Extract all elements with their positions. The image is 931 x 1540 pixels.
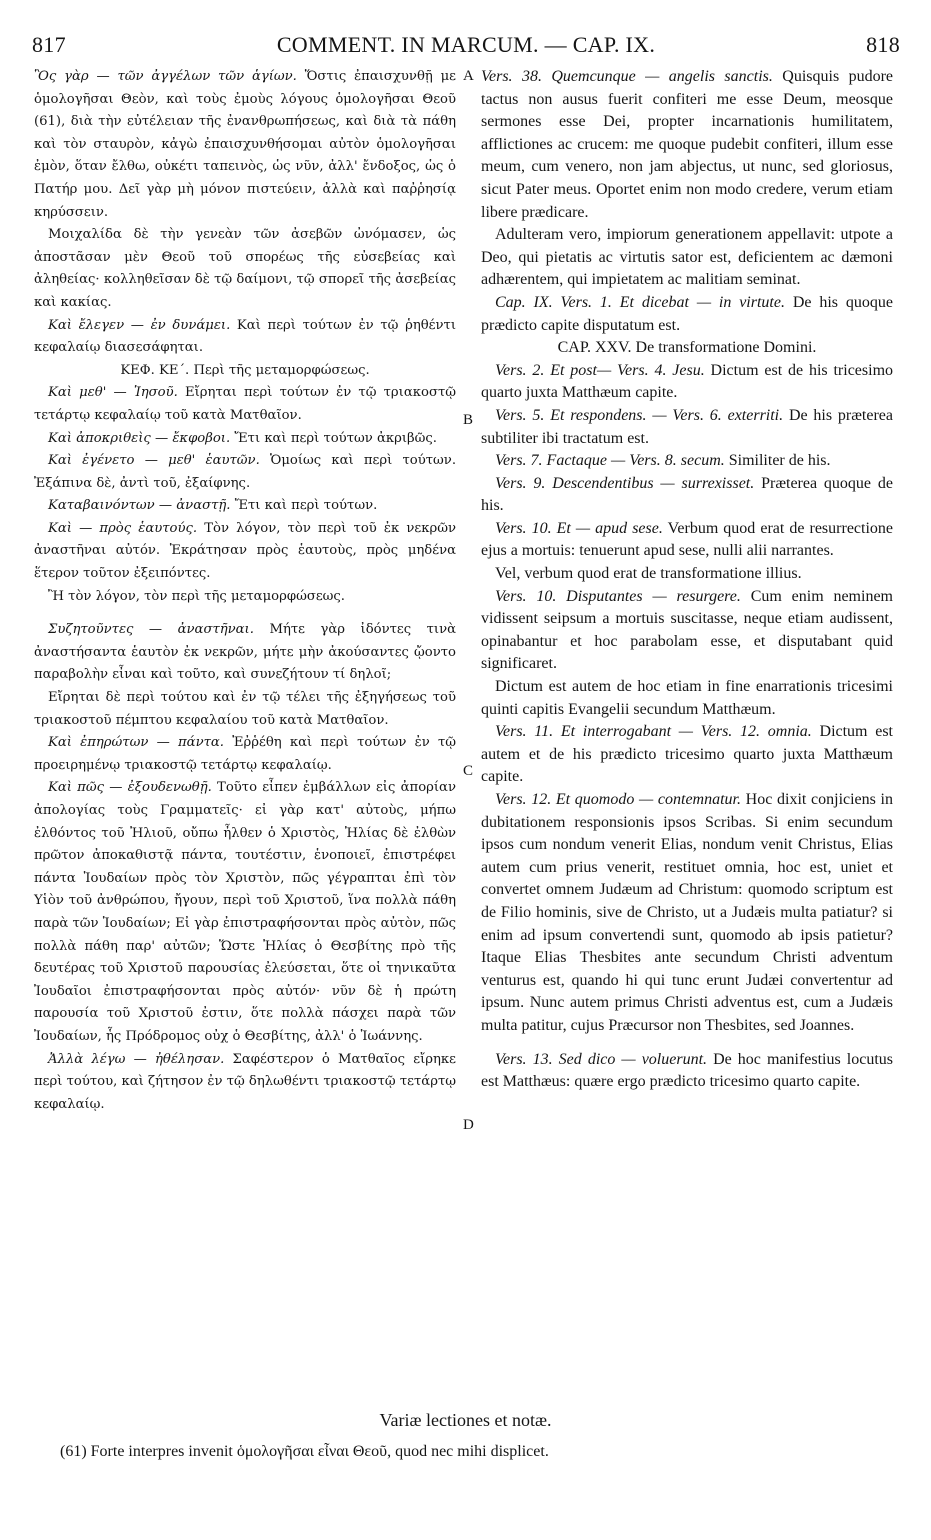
margin-letter-a: A <box>463 68 474 84</box>
lemma: Καὶ — πρὸς ἑαυτούς. <box>48 520 198 536</box>
lemma: Vers. 5. Et respondens. — Vers. 6. exterriti. <box>495 406 784 424</box>
lemma: Vers. 9. Descendentibus — surrexisset. <box>495 474 755 492</box>
paragraph-text: Præterea quoque de his. <box>481 474 893 515</box>
greek-paragraph <box>34 428 456 451</box>
paragraph-text: Εἴρηται περὶ τούτων ἐν τῷ τριακοστῷ τετάρτῳ κεφαλαίῳ τοῦ κατὰ Ματθαῖον. <box>34 385 456 423</box>
paragraph-text: ΚΕΦ. ΚΕ΄. Περὶ τῆς μεταμορφώσεως. <box>120 362 370 378</box>
lemma: Vers. 7. Factaque — Vers. 8. secum. <box>495 452 725 470</box>
paragraph-text: Καὶ περὶ τούτων ἐν τῷ ῥηθέντι κεφαλαίῳ διασεσάφηται. <box>34 317 456 356</box>
latin-paragraph <box>481 518 893 563</box>
greek-paragraph <box>34 315 456 360</box>
paragraph-text: Εἴρηται δὲ περὶ τούτου καὶ ἐν τῷ τέλει τῆς ἐξηγήσεως τοῦ τριακοστοῦ πέμπτου κεφαλαίου τοῦ κατὰ Ματθαῖον. <box>34 690 456 728</box>
greek-paragraph <box>34 1049 456 1117</box>
lemma: Vers. 10. Disputantes — resurgere. <box>495 587 741 605</box>
paragraph-text: Dictum est de his tricesimo quarto juxta Matthæum capite. <box>481 361 894 402</box>
footnote: (61) Forte interpres invenit ὁμολογῆσαι εἶναι Θεοῦ, quod nec mihi displicet. <box>60 1443 549 1460</box>
paragraph-text: Ἐῤῥέθη καὶ περὶ τούτων ἐν τῷ προειρημένῳ τριακοστῷ τετάρτῳ κεφαλαίῳ. <box>34 735 456 773</box>
paragraph-text: De hoc manifestius locutus est Matthæus: quære ergo prædicto tricesimo quarto capite. <box>481 1050 893 1091</box>
paragraph-text: Cum enim neminem vidissent seipsum a mortuis suscitasse, neque etiam audissent, opinabantur et hoc parabolam esse, et disputabant quid significaret. <box>481 587 893 673</box>
latin-paragraph <box>481 789 893 1038</box>
latin-paragraph <box>481 405 893 450</box>
greek-paragraph <box>34 382 456 427</box>
paragraph-text: Μήτε γὰρ ἰδόντες τινὰ ἀναστήσαντα ἑαυτὸν ἐκ νεκρῶν, μήτε μὴν ἀκούσαντες ᾤοντο παραβολὴν εἶναι καὶ τοῦτο, καὶ συνεζήτουν τί δηλοῖ; <box>34 622 456 683</box>
greek-paragraph <box>34 586 456 609</box>
paragraph-text: Dictum est autem de hoc etiam in fine enarrationis tricesimi quinti capitis Evangelii secundum Matthæum. <box>481 678 893 718</box>
latin-paragraph <box>481 721 893 789</box>
paragraph-text: CAP. XXV. De transformatione Domini. <box>557 339 817 357</box>
paragraph-text: Σαφέστερον ὁ Ματθαῖος εἴρηκε περὶ τούτου, καὶ ζήτησον ἐν τῷ δηλωθέντι τριακοστῷ τετάρτῳ κεφαλαίῳ. <box>34 1051 457 1112</box>
greek-paragraph <box>34 495 456 518</box>
lemma: Καὶ πῶς — ἐξουδενωθῇ. <box>48 780 212 796</box>
latin-paragraph <box>481 676 893 721</box>
greek-paragraph <box>34 687 456 732</box>
paragraph-text: Vel, verbum quod erat de transformatione illius. <box>495 565 802 583</box>
latin-paragraph <box>481 292 893 337</box>
greek-paragraph <box>34 66 456 224</box>
paragraph-text: Ὅστις ἐπαισχυνθῇ με ὁμολογῆσαι Θεὸν, καὶ τοὺς ἐμοὺς λόγους ὁμολογῆσαι Θεοῦ (61), διὰ τὴν εὐτέλειαν τῆς ἐνανθρωπήσεως, καὶ διὰ τὰ πάθη καὶ τὸν σταυρὸν, κἀγὼ ἐπαισχυνθήσομαι αὐτὸν ὁμολογῆσαι ἐμὸν, ὅταν ἔλθω, οὐκέτι ταπεινὸς, ὡς νῦν, ἀλλ' ἔνδοξος, ὡς ὁ Πατήρ μου. Δεῖ γὰρ μὴ μόνον πιστεύειν, ἀλλὰ καὶ παῤῥησίᾳ κηρύσσειν. <box>34 69 457 220</box>
paragraph-text: Verbum quod erat de resurrectione ejus a mortuis: tenuerunt apud sese, nulli alii narrantes. <box>481 519 894 560</box>
greek-paragraph <box>34 732 456 777</box>
paragraph-text: De his quoque prædicto capite disputatum est. <box>481 293 894 334</box>
latin-paragraph <box>481 1049 893 1094</box>
lemma: Vers. 13. Sed dico — voluerunt. <box>495 1050 708 1068</box>
lemma: Ἀλλὰ λέγω — ἠθέλησαν. <box>48 1051 225 1067</box>
latin-paragraph <box>481 473 893 518</box>
paragraph-text: Ἔτι καὶ περὶ τούτων. <box>230 498 378 514</box>
paragraph-text: Dictum est autem et de his prædicto tricesimo quarto juxta Matthæum capite. <box>481 723 894 786</box>
margin-letter-d: D <box>463 1117 474 1133</box>
latin-column <box>481 66 893 1094</box>
lemma: Ὃς γὰρ — τῶν ἀγγέλων τῶν ἁγίων. <box>34 69 297 84</box>
running-title: COMMENT. IN MARCUM. — CAP. IX. <box>276 32 656 57</box>
notes-heading: Variæ lectiones et notæ. <box>379 1410 552 1430</box>
paragraph-text: Quisquis pudore tactus non ausus fuerit confiteri me esse Deum, meosque sermones esse Dei, propter incarnationis humilitatem, afflictiones ac crucem: me quoque pudebit confiteri, illum esse meum, cum venero, non jam abjectus, ut nunc, sed gloriosus, sicut Pater meus. Oportet enim non modo credere, verum etiam libere prædicare. <box>481 68 894 221</box>
greek-paragraph <box>34 518 456 586</box>
lemma: Καὶ ἔλεγεν — ἐν δυνάμει. <box>48 317 231 333</box>
paragraph-text: Ἔτι καὶ περὶ τούτων ἀκριβῶς. <box>230 430 437 446</box>
greek-paragraph <box>34 450 456 495</box>
latin-paragraph <box>481 360 893 405</box>
lemma: Καὶ ἀποκριθεὶς — ἔκφοβοι. <box>48 430 231 446</box>
paragraph-text: Adulteram vero, impiorum generationem appellavit: utpote a Deo, qui pietatis ac virtutis sator est, deficientem ac dæmoni adhærentem, qui impietatem ac malitiam seminat. <box>481 226 893 289</box>
chapter-heading <box>481 337 893 360</box>
greek-paragraph <box>34 619 456 687</box>
lemma: Vers. 2. Et post— Vers. 4. Jesu. <box>495 361 705 379</box>
paragraph-text: Similiter de his. <box>724 452 831 470</box>
paragraph-text: Τὸν λόγον, τὸν περὶ τοῦ ἐκ νεκρῶν ἀναστῆναι αὐτόν. Ἐκράτησαν πρὸς ἑαυτοὺς, πρὸς μηδένα ἕτερον τοῦτον ἐξειπόντες. <box>34 520 456 582</box>
paragraph-text: De his præterea subtiliter ibi tractatum est. <box>481 406 893 447</box>
page-number-left: 817 <box>32 32 66 57</box>
lemma: Vers. 11. Et interrogabant — Vers. 12. omnia. <box>495 723 812 741</box>
greek-paragraph <box>34 224 456 314</box>
latin-paragraph <box>481 563 893 586</box>
lemma: Καὶ ἐγένετο — μεθ' ἑαυτῶν. <box>48 453 260 469</box>
lemma: Καταβαινόντων — ἀναστῇ. <box>48 498 231 514</box>
paragraph-text: Τοῦτο εἶπεν ἐμβάλλων εἰς ἀπορίαν ἀπολογίας τοὺς Γραμματεῖς· εἰ γὰρ κατ' αὐτοὺς, μήπω ἐλθόντος τοῦ Ἠλιοῦ, οὔπω ἦλθεν ὁ Χριστὸς, Ἠλίας δὲ ἐλθὼν πρῶτον ἀποκαθιστᾷ πάντα, τουτέστιν, ἑνοποιεῖ, ἐπιστρέφει πάντα Ἰουδαίων πρὸς τὸν Χριστὸν, πῶς γέγραπται ἐπὶ τὸν Υἱὸν τοῦ ἀνθρώπου, ἤγουν, περὶ τοῦ Χριστοῦ, ἵνα πολλὰ πάθη παρὰ τῶν Ἰουδαίων; Εἰ γὰρ ἐπιστραφήσονται πρὸς αὐτὸν, πῶς πολλὰ πάθη παρ' αὐτῶν; Ὥστε Ἠλίας ὁ Θεσβίτης πρὸ τῆς δευτέρας τοῦ Χριστοῦ παρουσίας ἐλεύσεται, ὅτε οἱ τηνικαῦτα Ἰουδαῖοι ἐπιστραφήσονται πρὸς αὐτόν· νῦν δὲ ἡ πρώτη παρουσία τοῦ Χριστοῦ ἐστιν, ὅτε πολλὰ πάσχει παρὰ τῶν Ἰουδαίων, ἧς Πρόδρομος οὐχ ὁ Θεσβίτης, ἀλλ' ὁ Ἰωάννης. <box>34 780 456 1044</box>
lemma: Καὶ μεθ' — Ἰησοῦ. <box>48 385 178 401</box>
lemma: Vers. 10. Et — apud sese. <box>495 519 663 537</box>
paragraph-text: Ὁμοίως καὶ περὶ τούτων. Ἐξάπινα δὲ, ἀντὶ τοῦ, ἐξαίφνης. <box>34 453 457 491</box>
margin-letter-c: C <box>463 763 474 779</box>
latin-paragraph <box>481 224 893 292</box>
page-header <box>32 32 900 62</box>
lemma: Vers. 38. Quemcunque — angelis sanctis. <box>481 68 773 85</box>
paragraph-text: Μοιχαλίδα δὲ τὴν γενεὰν τῶν ἀσεβῶν ὠνόμασεν, ὡς ἀποστᾶσαν μὲν Θεοῦ τοῦ σπορέως τῆς εὐσεβείας καὶ ἀληθείας· κολληθεῖσαν δὲ τῷ δαίμονι, τῷ σπορεῖ τῆς ἀσεβείας καὶ κακίας. <box>34 227 456 310</box>
lemma: Cap. IX. Vers. 1. Et dicebat — in virtute. <box>495 293 785 311</box>
greek-paragraph <box>34 777 456 1048</box>
paragraph-text: Hoc dixit conjiciens in dubitationem responsionis ipsos Scribas. Si enim secundum ipsos cum nondum venerit Elias, nondum venit Christus, Elias autem cum prius venerit, restituet omnia, hoc est, uniet et convertet omnem Judæum ad Christum: quomodo scriptum est de Filio hominis, sive de Christo, ut a Judæis multa patiatur? si enim ad ipsum convertendi sunt, quomodo ab ipsis patietur? Itaque Elias Thesbites ante secundum Christi adventum venturus est, quando hi qui tunc erunt Judæi convertentur ad ipsum. Nunc autem primus Christi adventus est, cum a Judæis multa patitur, cujus Præcursor non Thesbites, sed Joannes. <box>481 791 894 1034</box>
lemma: Συζητοῦντες — ἀναστῆναι. <box>48 622 254 638</box>
latin-paragraph <box>481 586 893 676</box>
lemma: Καὶ ἐπηρώτων — πάντα. <box>48 735 224 751</box>
latin-paragraph <box>481 450 893 473</box>
greek-column <box>34 66 456 1116</box>
page-number-right: 818 <box>866 32 900 57</box>
lemma: Vers. 12. Et quomodo — contemnatur. <box>495 791 742 808</box>
latin-paragraph <box>481 66 893 224</box>
margin-letter-b: B <box>463 412 474 428</box>
chapter-heading <box>34 360 456 383</box>
paragraph-text: Ἢ τὸν λόγον, τὸν περὶ τῆς μεταμορφώσεως. <box>48 588 345 604</box>
